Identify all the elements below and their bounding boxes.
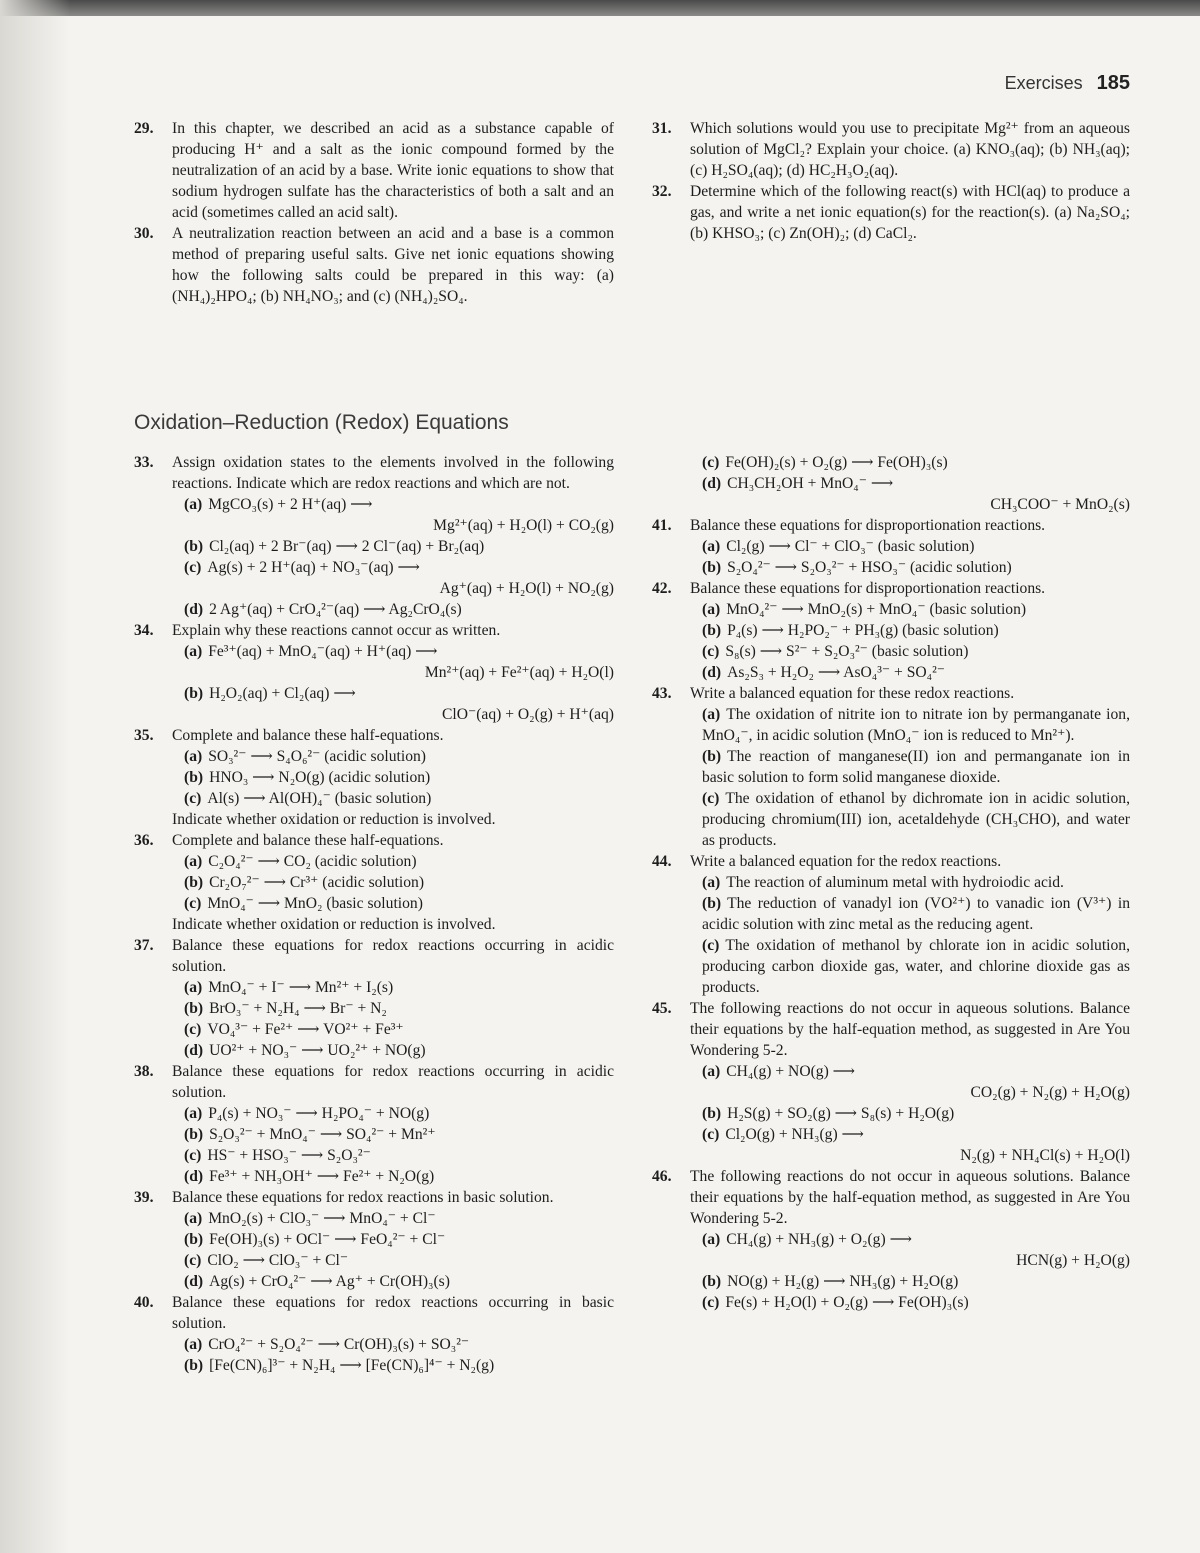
exercise-part <box>690 641 1130 662</box>
exercise-item <box>134 935 614 1061</box>
exercise-part <box>172 494 614 515</box>
equation: The reaction of manganese(II) ion and permanganate ion in basic solution to form solid manganese dioxide. <box>702 748 1130 786</box>
equation: The oxidation of ethanol by dichromate ion in acidic solution, producing chromium(III) ion, acetaldehyde (CH₃CHO), and water as products. <box>702 790 1130 849</box>
part-label: (d) <box>184 1042 204 1059</box>
exercise-number: 30. <box>134 225 154 242</box>
equation: P₄(s) + NO₃⁻ ⟶ H₂PO₄⁻ + NO(g) <box>208 1105 430 1122</box>
exercise-part <box>690 452 1130 473</box>
equation: MgCO₃(s) + 2 H⁺(aq) ⟶ <box>208 496 373 513</box>
part-label: (a) <box>702 874 721 891</box>
exercise-item <box>652 118 1130 181</box>
exercise-prompt: Write a balanced equation for these redox reactions. <box>690 685 1015 702</box>
exercise-item <box>652 851 1130 998</box>
part-label: (a) <box>702 538 721 555</box>
exercise-number: 40. <box>134 1294 154 1311</box>
part-label: (a) <box>184 979 203 996</box>
equation: CH₄(g) + NH₃(g) + O₂(g) ⟶ <box>726 1231 912 1248</box>
exercise-prompt: Balance these equations for disproportionation reactions. <box>690 517 1046 534</box>
equation: SO₃²⁻ ⟶ S₄O₆²⁻ (acidic solution) <box>208 748 426 765</box>
equation: 2 Ag⁺(aq) + CrO₄²⁻(aq) ⟶ Ag₂CrO₄(s) <box>209 601 462 618</box>
exercise-prompt: Complete and balance these half-equations. <box>172 832 444 849</box>
equation-continuation: Ag⁺(aq) + H₂O(l) + NO₂(g) <box>439 580 614 597</box>
part-label: (c) <box>184 559 202 576</box>
exercise-prompt: Explain why these reactions cannot occur as written. <box>172 622 501 639</box>
equation: The oxidation of nitrite ion to nitrate ion by permanganate ion, MnO₄⁻, in acidic solution (MnO₄⁻ ion is reduced to Mn²⁺). <box>702 706 1130 744</box>
exercise-number: 29. <box>134 120 154 137</box>
part-label: (a) <box>702 1063 721 1080</box>
part-label: (b) <box>184 538 204 555</box>
equation-continuation: Mn²⁺(aq) + Fe²⁺(aq) + H₂O(l) <box>424 664 614 681</box>
equation: ClO₂ ⟶ ClO₃⁻ + Cl⁻ <box>207 1252 349 1269</box>
exercise-prompt: Balance these equations for redox reactions occurring in basic solution. <box>172 1294 614 1332</box>
exercise-part <box>172 683 614 704</box>
part-label: (a) <box>184 1105 203 1122</box>
equation: CH₃CH₂OH + MnO₄⁻ ⟶ <box>727 475 894 492</box>
exercise-part <box>690 536 1130 557</box>
part-label: (c) <box>702 454 720 471</box>
exercise-item <box>652 683 1130 851</box>
part-label: (a) <box>702 706 721 723</box>
exercise-item <box>134 830 614 935</box>
exercise-number: 36. <box>134 832 154 849</box>
exercise-prompt: Write a balanced equation for the redox reactions. <box>690 853 1002 870</box>
exercise-part <box>172 1229 614 1250</box>
exercise-part <box>690 1103 1130 1124</box>
equation: C₂O₄²⁻ ⟶ CO₂ (acidic solution) <box>208 853 417 870</box>
equation-continuation: CO₂(g) + N₂(g) + H₂O(g) <box>970 1084 1130 1101</box>
exercise-part <box>172 1208 614 1229</box>
exercise-part <box>172 1271 614 1292</box>
exercise-item <box>652 1166 1130 1313</box>
equation: [Fe(CN)₆]³⁻ + N₂H₄ ⟶ [Fe(CN)₆]⁴⁻ + N₂(g) <box>209 1357 495 1374</box>
part-label: (b) <box>702 1273 722 1290</box>
exercise-prompt: Complete and balance these half-equations. <box>172 727 444 744</box>
exercise-item <box>652 515 1130 578</box>
part-label: (a) <box>702 601 721 618</box>
left-column-top <box>134 118 614 307</box>
exercise-item <box>652 998 1130 1166</box>
part-label: (b) <box>184 1231 204 1248</box>
exercise-part <box>172 1019 614 1040</box>
exercise-number: 43. <box>652 685 672 702</box>
part-label: (b) <box>702 1105 722 1122</box>
equation-continuation: HCN(g) + H₂O(g) <box>1016 1252 1130 1269</box>
exercise-part <box>172 872 614 893</box>
part-label: (b) <box>702 622 722 639</box>
exercise-part <box>690 1271 1130 1292</box>
equation: S₂O₄²⁻ ⟶ S₂O₃²⁻ + HSO₃⁻ (acidic solution) <box>727 559 1012 576</box>
exercise-item <box>134 452 614 620</box>
section-title: Oxidation–Reduction (Redox) Equations <box>134 411 509 434</box>
part-label: (b) <box>184 1357 204 1374</box>
equation: H₂S(g) + SO₂(g) ⟶ S₈(s) + H₂O(g) <box>727 1105 955 1122</box>
exercise-prompt: A neutralization reaction between an acid and a base is a common method of preparing useful salts. Give net ionic equations showing how the following salts could be prepared in this way: (a) (NH₄)₂HPO₄; (b) NH₄NO₃; and (c) (NH₄)₂SO₄. <box>172 225 614 305</box>
exercise-number: 46. <box>652 1168 672 1185</box>
part-label: (c) <box>184 895 202 912</box>
part-label: (a) <box>184 853 203 870</box>
exercise-part <box>690 1124 1130 1145</box>
exercise-part <box>172 1355 614 1376</box>
equation: Ag(s) + CrO₄²⁻ ⟶ Ag⁺ + Cr(OH)₃(s) <box>209 1273 450 1290</box>
exercise-part <box>690 620 1130 641</box>
equation: S₂O₃²⁻ + MnO₄⁻ ⟶ SO₄²⁻ + Mn²⁺ <box>209 1126 436 1143</box>
part-label: (b) <box>184 1000 204 1017</box>
exercise-part <box>690 935 1130 998</box>
exercise-part <box>690 473 1130 494</box>
left-column-bottom <box>134 452 614 1376</box>
right-column-top <box>652 118 1130 244</box>
scan-top-edge <box>0 0 1200 16</box>
exercise-item <box>652 181 1130 244</box>
part-label: (b) <box>702 895 722 912</box>
part-label: (a) <box>184 748 203 765</box>
exercise-number: 39. <box>134 1189 154 1206</box>
exercise-part <box>172 599 614 620</box>
exercise-prompt: The following reactions do not occur in aqueous solutions. Balance their equations by the half-equation method, as suggested in Are You Wondering 5-2. <box>690 1000 1130 1059</box>
exercise-prompt: Balance these equations for disproportionation reactions. <box>690 580 1046 597</box>
scan-binding-shadow <box>0 0 70 1553</box>
exercise-part <box>172 557 614 578</box>
part-label: (d) <box>184 601 204 618</box>
exercise-item <box>134 725 614 830</box>
equation: Cr₂O₇²⁻ ⟶ Cr³⁺ (acidic solution) <box>209 874 425 891</box>
equation: The reaction of aluminum metal with hydroiodic acid. <box>726 874 1064 891</box>
equation: H₂O₂(aq) + Cl₂(aq) ⟶ <box>209 685 356 702</box>
part-label: (c) <box>702 790 720 807</box>
exercise-item <box>134 1061 614 1187</box>
exercise-part <box>690 1229 1130 1250</box>
exercise-item <box>134 1187 614 1292</box>
exercise-part <box>690 872 1130 893</box>
equation: MnO₄⁻ ⟶ MnO₂ (basic solution) <box>207 895 423 912</box>
equation: Fe(s) + H₂O(l) + O₂(g) ⟶ Fe(OH)₃(s) <box>725 1294 969 1311</box>
exercise-part <box>690 1061 1130 1082</box>
part-label: (c) <box>184 1147 202 1164</box>
exercise-prompt: Assign oxidation states to the elements involved in the following reactions. Indicate which are redox reactions and which are not. <box>172 454 614 492</box>
equation: MnO₄⁻ + I⁻ ⟶ Mn²⁺ + I₂(s) <box>208 979 394 996</box>
exercise-part <box>172 1166 614 1187</box>
right-column-bottom <box>652 452 1130 1313</box>
equation: Fe(OH)₂(s) + O₂(g) ⟶ Fe(OH)₃(s) <box>725 454 948 471</box>
exercise-part <box>172 536 614 557</box>
exercise-note: Indicate whether oxidation or reduction is involved. <box>172 916 496 933</box>
exercise-part <box>172 1250 614 1271</box>
equation: Fe(OH)₃(s) + OCl⁻ ⟶ FeO₄²⁻ + Cl⁻ <box>209 1231 446 1248</box>
part-label: (c) <box>702 937 720 954</box>
equation: P₄(s) ⟶ H₂PO₂⁻ + PH₃(g) (basic solution) <box>727 622 999 639</box>
equation: HS⁻ + HSO₃⁻ ⟶ S₂O₃²⁻ <box>207 1147 371 1164</box>
exercise-part <box>690 893 1130 935</box>
page-number: 185 <box>1096 72 1130 94</box>
exercise-part <box>690 662 1130 683</box>
equation: MnO₂(s) + ClO₃⁻ ⟶ MnO₄⁻ + Cl⁻ <box>208 1210 436 1227</box>
part-label: (d) <box>184 1168 204 1185</box>
exercise-number: 42. <box>652 580 672 597</box>
exercise-part <box>172 977 614 998</box>
part-label: (b) <box>702 559 722 576</box>
equation: BrO₃⁻ + N₂H₄ ⟶ Br⁻ + N₂ <box>209 1000 387 1017</box>
part-label: (a) <box>702 1231 721 1248</box>
part-label: (c) <box>184 1252 202 1269</box>
exercise-number: 45. <box>652 1000 672 1017</box>
exercise-number: 38. <box>134 1063 154 1080</box>
equation: Al(s) ⟶ Al(OH)₄⁻ (basic solution) <box>207 790 432 807</box>
exercise-item <box>652 578 1130 683</box>
equation: Cl₂(g) ⟶ Cl⁻ + ClO₃⁻ (basic solution) <box>726 538 975 555</box>
exercise-item <box>134 118 614 223</box>
exercise-part <box>172 998 614 1019</box>
part-label: (a) <box>184 643 203 660</box>
equation: CrO₄²⁻ + S₂O₄²⁻ ⟶ Cr(OH)₃(s) + SO₃²⁻ <box>208 1336 470 1353</box>
exercise-item <box>134 223 614 307</box>
exercise-part <box>690 1292 1130 1313</box>
equation: VO₄³⁻ + Fe²⁺ ⟶ VO²⁺ + Fe³⁺ <box>207 1021 404 1038</box>
equation: Cl₂O(g) + NH₃(g) ⟶ <box>725 1126 864 1143</box>
exercise-part <box>690 599 1130 620</box>
exercise-part <box>172 767 614 788</box>
exercise-part <box>690 557 1130 578</box>
equation: Fe³⁺(aq) + MnO₄⁻(aq) + H⁺(aq) ⟶ <box>208 643 438 660</box>
exercise-prompt: The following reactions do not occur in aqueous solutions. Balance their equations by the half-equation method, as suggested in Are You Wondering 5-2. <box>690 1168 1130 1227</box>
exercise-number: 32. <box>652 183 672 200</box>
equation: NO(g) + H₂(g) ⟶ NH₃(g) + H₂O(g) <box>727 1273 959 1290</box>
exercise-part <box>690 746 1130 788</box>
part-label: (c) <box>184 1021 202 1038</box>
exercise-prompt: Balance these equations for redox reactions in basic solution. <box>172 1189 554 1206</box>
part-label: (b) <box>184 769 204 786</box>
part-label: (d) <box>184 1273 204 1290</box>
exercise-prompt: Balance these equations for redox reactions occurring in acidic solution. <box>172 1063 614 1101</box>
equation: Ag(s) + 2 H⁺(aq) + NO₃⁻(aq) ⟶ <box>207 559 420 576</box>
exercise-part <box>172 1124 614 1145</box>
equation-continuation: ClO⁻(aq) + O₂(g) + H⁺(aq) <box>442 706 614 723</box>
part-label: (d) <box>702 475 722 492</box>
exercise-number: 41. <box>652 517 672 534</box>
exercise-number: 33. <box>134 454 154 471</box>
equation-continuation: N₂(g) + NH₄Cl(s) + H₂O(l) <box>960 1147 1130 1164</box>
equation: MnO₄²⁻ ⟶ MnO₂(s) + MnO₄⁻ (basic solution) <box>726 601 1027 618</box>
exercise-item <box>134 620 614 725</box>
part-label: (c) <box>184 790 202 807</box>
exercise-prompt: Balance these equations for redox reactions occurring in acidic solution. <box>172 937 614 975</box>
part-label: (d) <box>702 664 722 681</box>
exercise-prompt: Which solutions would you use to precipitate Mg²⁺ from an aqueous solution of MgCl₂? Explain your choice. (a) KNO₃(aq); (b) NH₃(aq); (c) H₂SO₄(aq); (d) HC₂H₃O₂(aq). <box>690 120 1130 179</box>
page-header <box>1005 72 1130 95</box>
exercise-note: Indicate whether oxidation or reduction is involved. <box>172 811 496 828</box>
exercise-part <box>172 1334 614 1355</box>
exercise-prompt: Determine which of the following react(s) with HCl(aq) to produce a gas, and write a net ionic equation(s) for the reaction(s). (a) Na₂SO₄; (b) KHSO₃; (c) Zn(OH)₂; (d) CaCl₂. <box>690 183 1130 242</box>
exercise-part <box>172 641 614 662</box>
equation: S₈(s) ⟶ S²⁻ + S₂O₃²⁻ (basic solution) <box>725 643 969 660</box>
exercise-prompt: In this chapter, we described an acid as a substance capable of producing H⁺ and a salt as the ionic compound formed by the neutralization of an acid by a base. Write ionic equations to show that sodium hydrogen sulfate has the characteristics of both a salt and an acid (sometimes called an acid salt). <box>172 120 614 221</box>
part-label: (a) <box>184 1210 203 1227</box>
equation-continuation: Mg²⁺(aq) + H₂O(l) + CO₂(g) <box>433 517 614 534</box>
exercise-number: 35. <box>134 727 154 744</box>
part-label: (a) <box>184 1336 203 1353</box>
exercise-item <box>652 452 1130 515</box>
exercise-part <box>172 1145 614 1166</box>
part-label: (a) <box>184 496 203 513</box>
part-label: (b) <box>702 748 722 765</box>
equation: The oxidation of methanol by chlorate ion in acidic solution, producing carbon dioxide gas, water, and chlorine dioxide gas as products. <box>702 937 1130 996</box>
exercise-part <box>172 1040 614 1061</box>
equation: CH₄(g) + NO(g) ⟶ <box>726 1063 856 1080</box>
part-label: (b) <box>184 685 204 702</box>
equation: Cl₂(aq) + 2 Br⁻(aq) ⟶ 2 Cl⁻(aq) + Br₂(aq) <box>209 538 485 555</box>
exercise-part <box>172 746 614 767</box>
exercise-item <box>134 1292 614 1376</box>
equation: Fe³⁺ + NH₃OH⁺ ⟶ Fe²⁺ + N₂O(g) <box>209 1168 435 1185</box>
exercise-part <box>690 704 1130 746</box>
equation: UO²⁺ + NO₃⁻ ⟶ UO₂²⁺ + NO(g) <box>209 1042 426 1059</box>
running-head: Exercises <box>1004 73 1083 93</box>
part-label: (b) <box>184 1126 204 1143</box>
exercise-part <box>172 788 614 809</box>
part-label: (b) <box>184 874 204 891</box>
equation: As₂S₃ + H₂O₂ ⟶ AsO₄³⁻ + SO₄²⁻ <box>727 664 946 681</box>
exercise-number: 31. <box>652 120 672 137</box>
part-label: (c) <box>702 643 720 660</box>
exercise-number: 34. <box>134 622 154 639</box>
part-label: (c) <box>702 1294 720 1311</box>
part-label: (c) <box>702 1126 720 1143</box>
exercise-part <box>172 851 614 872</box>
exercise-part <box>172 1103 614 1124</box>
exercise-number: 37. <box>134 937 154 954</box>
equation-continuation: CH₃COO⁻ + MnO₂(s) <box>990 496 1130 513</box>
equation: HNO₃ ⟶ N₂O(g) (acidic solution) <box>209 769 431 786</box>
exercise-part <box>690 788 1130 851</box>
equation: The reduction of vanadyl ion (VO²⁺) to vanadic ion (V³⁺) in acidic solution with zinc metal as the reducing agent. <box>702 895 1130 933</box>
exercise-part <box>172 893 614 914</box>
exercise-number: 44. <box>652 853 672 870</box>
